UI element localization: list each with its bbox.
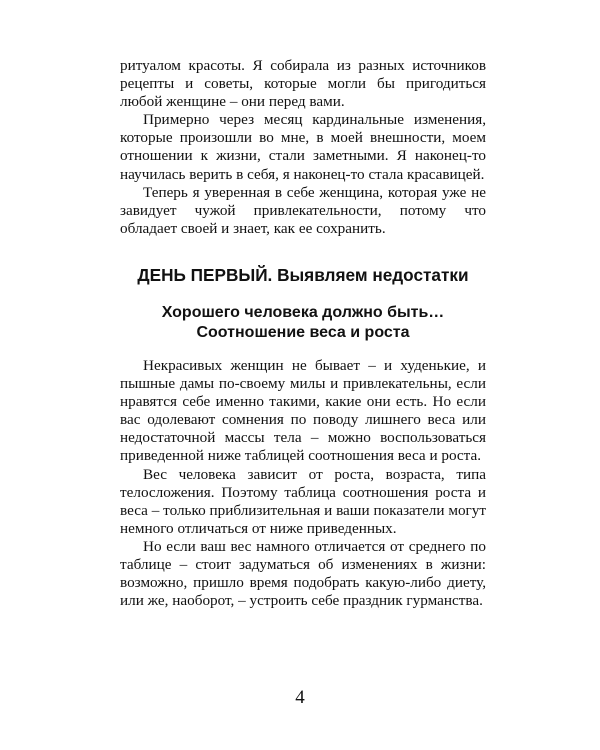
intro-text-block [120, 57, 486, 238]
chapter-title: ДЕНЬ ПЕРВЫЙ. Выявляем недостатки [137, 265, 469, 285]
intro-paragraph-continued: ритуалом красоты. Я собирала из разных источников рецепты и советы, которые могли бы пригодиться любой женщине – они перед вами. [120, 57, 486, 111]
section-title [100, 303, 506, 343]
body-text-block [120, 357, 486, 610]
body-paragraph: Вес человека зависит от роста, возраста, типа телосложения. Поэтому таблица соотношения роста и веса – только приблизительная и ваши показатели могут немного отличаться от ниже приведенных. [120, 465, 486, 537]
page-number: 4 [295, 687, 305, 708]
intro-paragraph: Теперь я уверенная в себе женщина, которая уже не завидует чужой привлекательности, потому что обладает своей и знает, как ее сохранить. [120, 183, 486, 237]
section-title-line-2: Соотношение веса и роста [196, 324, 410, 341]
body-paragraph: Некрасивых женщин не бывает – и худенькие, и пышные дамы по-своему милы и привлекательны, если нравятся себе именно такими, какие они есть. Но если вас одолевают сомнения по поводу лишнего веса или недостаточной массы тела – можно воспользоваться приведенной ниже таблицей соотношения веса и роста. [120, 357, 486, 465]
intro-paragraph: Примерно через месяц кардинальные изменения, которые произошли во мне, в моей внешности, моем отношении к жизни, стали заметными. Я наконец-то научилась верить в себя, я наконец-то стала красавицей. [120, 111, 486, 183]
section-title-line-1: Хорошего человека должно быть… [161, 304, 445, 321]
body-paragraph: Но если ваш вес намного отличается от среднего по таблице – стоит задуматься об изменениях в жизни: возможно, пришло время подобрать какую-либо диету, или же, наоборот, – устроить себе праздник гурманства. [120, 537, 486, 610]
